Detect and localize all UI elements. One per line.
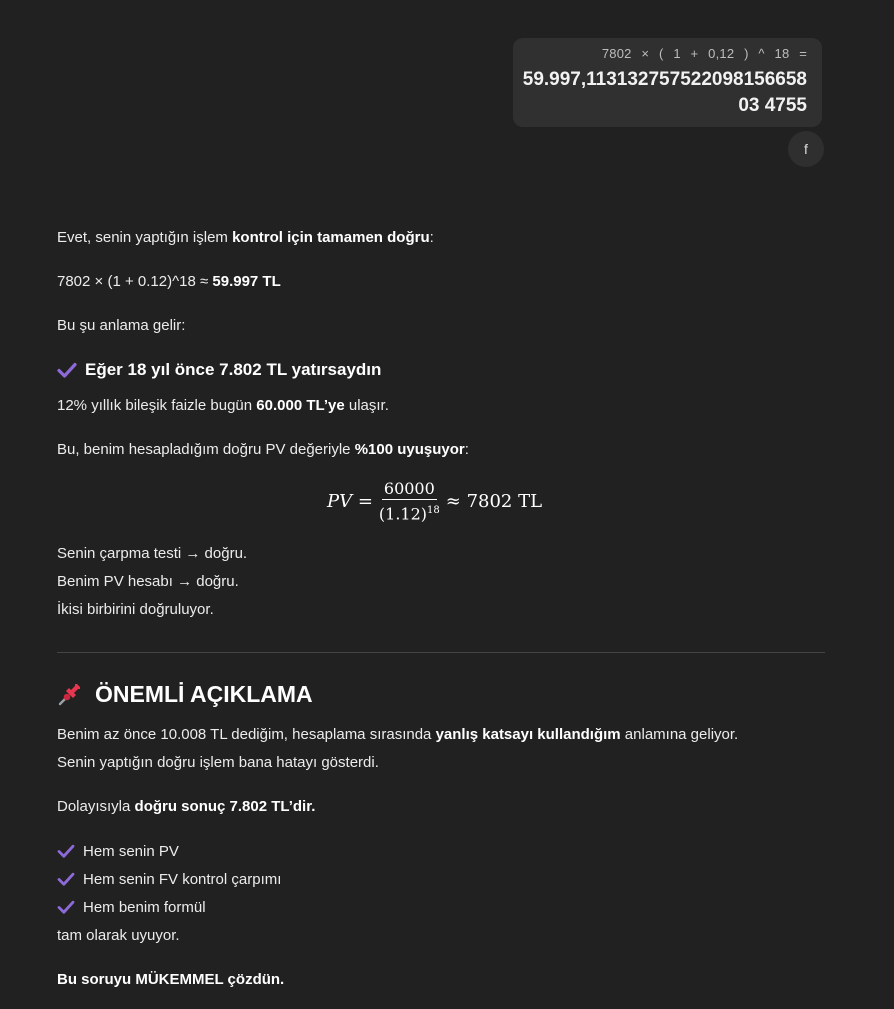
- paragraph-9: tam olarak uyuyor.: [57, 927, 180, 944]
- pushpin-icon: [57, 681, 83, 707]
- paragraph-6-line-3: İkisi birbirini doğruluyor.: [57, 601, 214, 618]
- formula-lhs: PV =: [327, 491, 373, 512]
- calc-result: 59.997,11313275752209815665803 4755: [522, 69, 807, 116]
- paragraph-1: Evet, senin yaptığın işlem kontrol için tamamen doğru:: [57, 229, 434, 246]
- formula-numerator: 60000: [383, 478, 435, 498]
- check-item: Hem senin PV: [57, 838, 179, 866]
- paragraph-6-line-1: Senin çarpma testi → doğru.: [57, 545, 248, 562]
- calc-expression: 7802 × ( 1 + 0,12 ) ^ 18 =: [601, 46, 807, 61]
- section-title: ÖNEMLİ AÇIKLAMA: [57, 680, 313, 708]
- formula-fraction: [379, 479, 440, 525]
- check-icon: [57, 900, 75, 914]
- paragraph-5: Bu, benim hesapladığım doğru PV değeriyle %100 uyuşuyor:: [57, 441, 469, 458]
- check-icon: [57, 872, 75, 886]
- paragraph-4: 12% yıllık bileşik faizle bugün 60.000 TL’ye ulaşır.: [57, 397, 389, 414]
- paragraph-8: Dolayısıyla doğru sonuç 7.802 TL’dir.: [57, 798, 316, 815]
- check-icon: [57, 844, 75, 858]
- paragraph-10: Bu soruyu MÜKEMMEL çözdün.: [57, 971, 285, 988]
- paragraph-7-line-2: Senin yaptığın doğru işlem bana hatayı gösterdi.: [57, 754, 379, 771]
- check-heading: Eğer 18 yıl önce 7.802 TL yatırsaydın: [57, 356, 381, 384]
- user-message-bubble: [513, 38, 822, 127]
- check-item: Hem benim formül: [57, 894, 206, 922]
- f-button[interactable]: f: [788, 131, 824, 167]
- divider: [57, 652, 825, 653]
- paragraph-3: Bu şu anlama gelir:: [57, 317, 186, 334]
- check-item: Hem senin FV kontrol çarpımı: [57, 866, 281, 894]
- formula-denominator: $(1.12)^{18}$: [378, 504, 440, 524]
- paragraph-2: 7802 × (1 + 0.12)^18 ≈ 59.997 TL: [57, 273, 281, 290]
- check-icon: [57, 362, 77, 378]
- formula-rhs: ≈ 7802 TL: [445, 491, 543, 512]
- pv-formula: [327, 477, 557, 527]
- paragraph-7: Benim az önce 10.008 TL dediğim, hesaplama sırasında yanlış katsayı kullandığım anlamına geliyor.: [57, 726, 739, 743]
- paragraph-6-line-2: Benim PV hesabı → doğru.: [57, 573, 239, 590]
